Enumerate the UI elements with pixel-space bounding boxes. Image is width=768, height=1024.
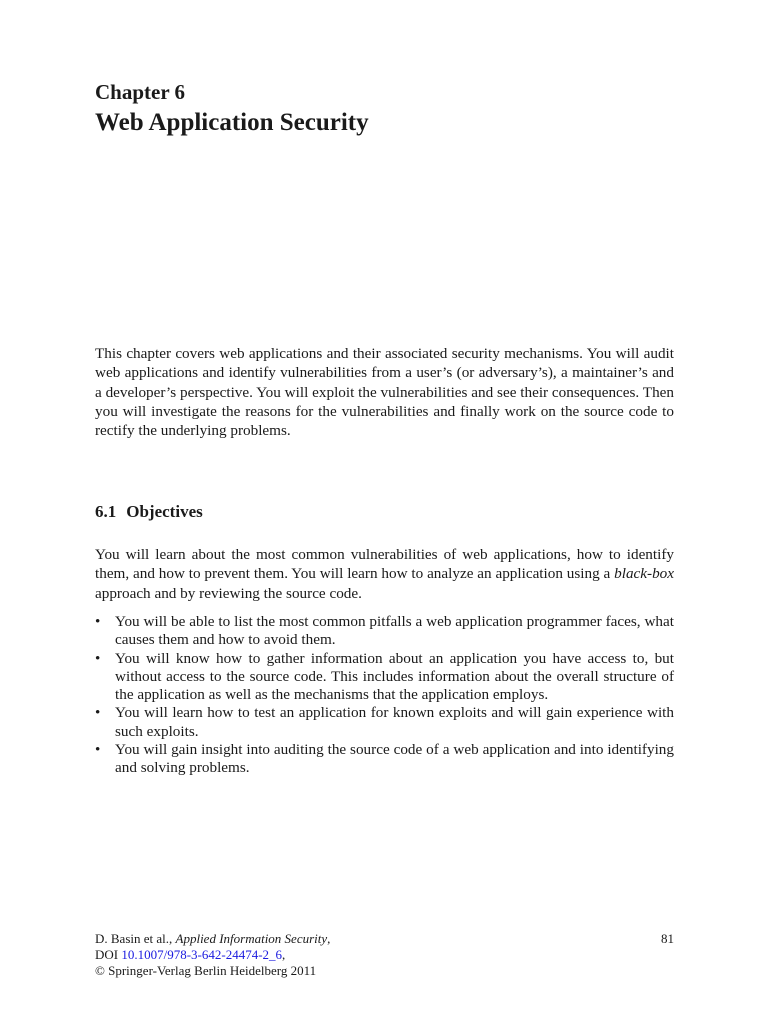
section-title: Objectives — [126, 502, 203, 521]
objectives-intro-text-start: You will learn about the most common vulnerabilities of web applications, how to identify them, and how to prevent them. You will learn how to analyze an application using a — [95, 546, 674, 583]
citation-book-title: Applied Information Security — [175, 931, 328, 946]
objectives-intro-emphasis: black-box — [614, 565, 674, 583]
objectives-list — [95, 613, 674, 778]
objectives-intro-paragraph — [95, 545, 674, 603]
doi-label: DOI — [95, 947, 122, 962]
citation-line — [95, 931, 674, 947]
objectives-list-item-text: You will know how to gather information about an application you have access to, but without access to the source code. This includes information about the overall structure of the application as well as the mechanisms that the application employs. — [115, 649, 674, 704]
section-heading — [95, 501, 203, 523]
doi-suffix: , — [282, 947, 286, 962]
objectives-list-item-text: You will gain insight into auditing the source code of a web application and into identifying and solving problems. — [115, 741, 674, 777]
citation-suffix: , — [327, 931, 331, 946]
objectives-intro-text-end: approach and by reviewing the source code. — [95, 584, 362, 602]
objectives-list-item — [95, 704, 674, 741]
objectives-list-item-text: You will be able to list the most common pitfalls a web application programmer faces, what causes them and how to avoid them. — [115, 613, 674, 649]
citation-authors: D. Basin et al., — [95, 931, 176, 946]
bullet-icon: • — [95, 649, 101, 667]
bullet-icon: • — [95, 704, 101, 722]
doi-link[interactable]: 10.1007/978-3-642-24474-2_6 — [121, 947, 283, 962]
objectives-list-item — [95, 741, 674, 778]
objectives-list-item — [95, 650, 674, 705]
chapter-title: Web Application Security — [95, 109, 369, 136]
bullet-icon: • — [95, 613, 101, 630]
objectives-list-item-text: You will learn how to test an application for known exploits and will gain experience with such exploits. — [115, 704, 674, 740]
page-number: 81 — [661, 931, 674, 946]
bullet-icon: • — [95, 741, 101, 759]
objectives-list-item — [95, 613, 674, 650]
page-footer — [95, 931, 674, 979]
copyright-line: © Springer-Verlag Berlin Heidelberg 2011 — [95, 963, 317, 978]
section-number: 6.1 — [95, 502, 117, 521]
chapter-intro-paragraph: This chapter covers web applications and their associated security mechanisms. You will audit web applications and identify vulnerabilities from a user’s (or adversary’s), a maintainer’s and a developer’s perspective. You will exploit the vulnerabilities and see their consequences. Then you will investigate the reasons for the vulnerabilities and finally work on the source code to rectify the underlying problems. — [95, 345, 674, 440]
doi-line — [95, 947, 674, 963]
chapter-label: Chapter 6 — [95, 80, 186, 104]
